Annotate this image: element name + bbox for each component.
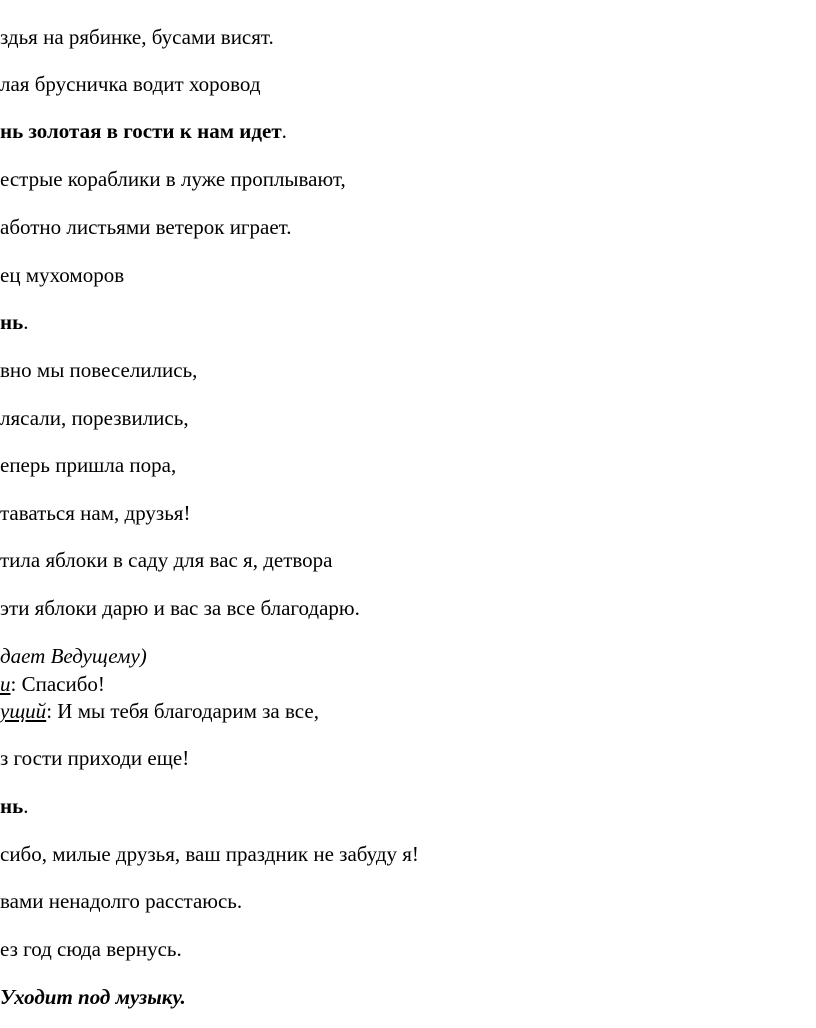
text-line [0, 985, 186, 1009]
text-line [0, 842, 419, 866]
bold-text: нь золотая в гости к нам идет [0, 119, 282, 143]
speaker-name: нь [0, 794, 24, 818]
text-line [0, 596, 360, 620]
text-run: з гости приходи еще! [0, 746, 190, 770]
text-line [0, 794, 28, 818]
text-line [0, 310, 28, 334]
text-line [0, 406, 189, 430]
text-line [0, 358, 197, 382]
text-run: здья на рябинке, бусами висят. [0, 25, 274, 49]
text-run: эти яблоки дарю и вас за все благодарю. [0, 596, 360, 620]
text-line [0, 548, 333, 572]
text-line [0, 746, 189, 770]
text-line [0, 501, 190, 525]
text-line [0, 119, 287, 143]
text-run: аботно листьями ветерок играет. [0, 215, 292, 239]
text-line [0, 699, 319, 723]
text-run: . [23, 794, 29, 818]
text-run: сибо, милые друзья, ваш праздник не забуду я! [0, 842, 419, 866]
text-line [0, 215, 292, 239]
text-line [0, 263, 124, 287]
text-run: ез год сюда вернусь. [0, 937, 182, 961]
text-run: вно мы повеселились, [0, 358, 198, 382]
text-line [0, 25, 274, 49]
text-run: таваться нам, друзья! [0, 501, 191, 525]
text-run: вами ненадолго расстаюсь. [0, 889, 243, 913]
text-run: лая брусничка водит хоровод [0, 72, 261, 96]
text-run: . [281, 119, 287, 143]
text-run: : И мы тебя благодарим за все, [46, 699, 319, 723]
text-run: . [23, 310, 29, 334]
text-line [0, 889, 242, 913]
speaker-name: ущий [0, 699, 47, 723]
text-line [0, 937, 182, 961]
text-run: еперь пришла пора, [0, 453, 177, 477]
speaker-name: и [0, 672, 11, 696]
text-run: ец мухоморов [0, 263, 125, 287]
stage-direction: Уходит под музыку. [0, 985, 186, 1009]
text-run: лясали, порезвились, [0, 406, 189, 430]
text-run: : Спасибо! [10, 672, 105, 696]
text-run: естрые кораблики в луже проплывают, [0, 167, 346, 191]
stage-direction: дает Ведущему) [0, 644, 147, 668]
text-line [0, 167, 346, 191]
text-line [0, 453, 176, 477]
speaker-name: нь [0, 310, 24, 334]
text-line [0, 72, 261, 96]
text-line [0, 644, 147, 668]
text-run: тила яблоки в саду для вас я, детвора [0, 548, 333, 572]
text-line [0, 672, 105, 696]
